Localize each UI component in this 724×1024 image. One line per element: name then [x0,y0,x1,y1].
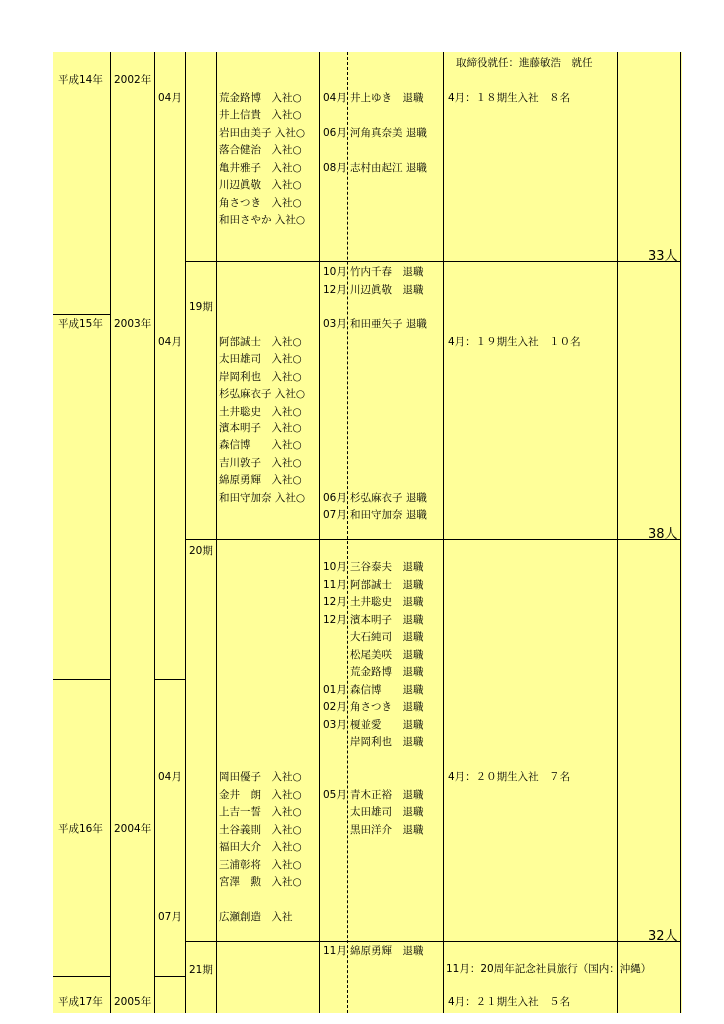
retire-entry: 阿部誠士 退職 [350,579,424,591]
headcount: 38人 [648,527,678,542]
retire-entry: 三谷泰夫 退職 [350,561,424,573]
hire-entry: 和田守加奈 入社○ [219,492,305,504]
retire-entry: 太田雄司 退職 [350,806,424,818]
headcount: 32人 [648,929,678,944]
retire-entry: 綿原勇輝 退職 [350,945,424,957]
event-entry: 11月：20周年記念社員旅行（国内：沖縄） [446,963,652,975]
retire-entry: 濱本明子 退職 [350,614,424,626]
hire-entry: 吉川敦子 入社○ [219,457,302,469]
retire-entry: 青木正裕 退職 [350,789,424,801]
retire-month: 08月 [323,162,347,174]
retire-month: 06月 [323,492,347,504]
hire-entry: 亀井雅子 入社○ [219,162,302,174]
hire-month: 04月 [158,336,182,348]
headcount: 33人 [648,249,678,264]
retire-month: 01月 [323,684,347,696]
hire-entry: 土谷義則 入社○ [219,824,302,836]
period-label: 21期 [189,964,213,976]
hire-entry: 福田大介 入社○ [219,841,302,853]
hire-entry: 川辺眞敬 入社○ [219,179,302,191]
retire-entry: 和田亜矢子 退職 [350,318,427,330]
year-western: 2002年 [114,74,152,86]
retire-month: 04月 [323,92,347,104]
retire-entry: 松尾美咲 退職 [350,649,424,661]
year-western: 2005年 [114,996,152,1008]
event-entry: 4月：２０期生入社 ７名 [448,771,571,783]
hire-entry: 岡田優子 入社○ [219,771,302,783]
retire-entry: 角さつき 退職 [350,701,424,713]
hire-entry: 落合健治 入社○ [219,144,302,156]
event-entry: 4月：２１期生入社 ５名 [448,996,571,1008]
period-label: 19期 [189,301,213,313]
retire-month: 11月 [323,579,347,591]
hire-entry: 森信博 入社○ [219,439,302,451]
retire-entry: 荒金路博 退職 [350,666,424,678]
period-label: 20期 [189,545,213,557]
year-era: 平成17年 [58,996,103,1008]
hire-entry: 綿原勇輝 入社○ [219,474,302,486]
retire-entry: 井上ゆき 退職 [350,92,424,104]
hire-month: 07月 [158,911,182,923]
hire-entry: 三浦彰将 入社○ [219,859,302,871]
hire-entry: 杉弘麻衣子 入社○ [219,388,305,400]
hire-entry: 濱本明子 入社○ [219,422,302,434]
year-western: 2004年 [114,823,152,835]
hire-month: 04月 [158,92,182,104]
retire-month: 11月 [323,945,347,957]
hire-entry: 荒金路博 入社○ [219,92,302,104]
retire-entry: 榎並愛 退職 [350,719,424,731]
hire-entry: 広瀬創造 入社 [219,911,293,923]
retire-entry: 土井聡史 退職 [350,596,424,608]
retire-entry: 和田守加奈 退職 [350,509,427,521]
retire-entry: 大石純司 退職 [350,631,424,643]
hire-entry: 土井聡史 入社○ [219,406,302,418]
hire-entry: 岩田由美子 入社○ [219,127,305,139]
event-entry: 4月：１８期生入社 ８名 [448,92,571,104]
retire-month: 03月 [323,318,347,330]
hire-entry: 角さつき 入社○ [219,197,302,209]
hire-entry: 井上信貴 入社○ [219,109,302,121]
retire-month: 07月 [323,509,347,521]
retire-entry: 岸岡利也 退職 [350,736,424,748]
retire-entry: 黒田洋介 退職 [350,824,424,836]
retire-entry: 杉弘麻衣子 退職 [350,492,427,504]
hire-entry: 金井 朗 入社○ [219,789,302,801]
retire-month: 12月 [323,614,347,626]
event-entry: 4月：１９期生入社 １０名 [448,336,581,348]
hire-entry: 岸岡利也 入社○ [219,371,302,383]
retire-month: 05月 [323,789,347,801]
hire-entry: 宮澤 勲 入社○ [219,876,302,888]
hire-entry: 太田雄司 入社○ [219,353,302,365]
retire-month: 02月 [323,701,347,713]
history-table [53,52,682,1013]
retire-month: 12月 [323,596,347,608]
retire-month: 12月 [323,284,347,296]
hire-entry: 上吉一誓 入社○ [219,806,302,818]
retire-month: 06月 [323,127,347,139]
event-entry: 取締役就任：進藤敏浩 就任 [456,57,593,69]
retire-entry: 竹内千春 退職 [350,266,424,278]
retire-entry: 川辺眞敬 退職 [350,284,424,296]
year-era: 平成15年 [58,318,103,330]
retire-entry: 河角真奈美 退職 [350,127,427,139]
year-era: 平成14年 [58,74,103,86]
retire-entry: 森信博 退職 [350,684,424,696]
year-western: 2003年 [114,318,152,330]
retire-month: 10月 [323,561,347,573]
year-era: 平成16年 [58,823,103,835]
hire-entry: 阿部誠士 入社○ [219,336,302,348]
hire-month: 04月 [158,771,182,783]
retire-month: 10月 [323,266,347,278]
hire-entry: 和田さやか 入社○ [219,214,305,226]
retire-entry: 志村由起江 退職 [350,162,427,174]
retire-month: 03月 [323,719,347,731]
